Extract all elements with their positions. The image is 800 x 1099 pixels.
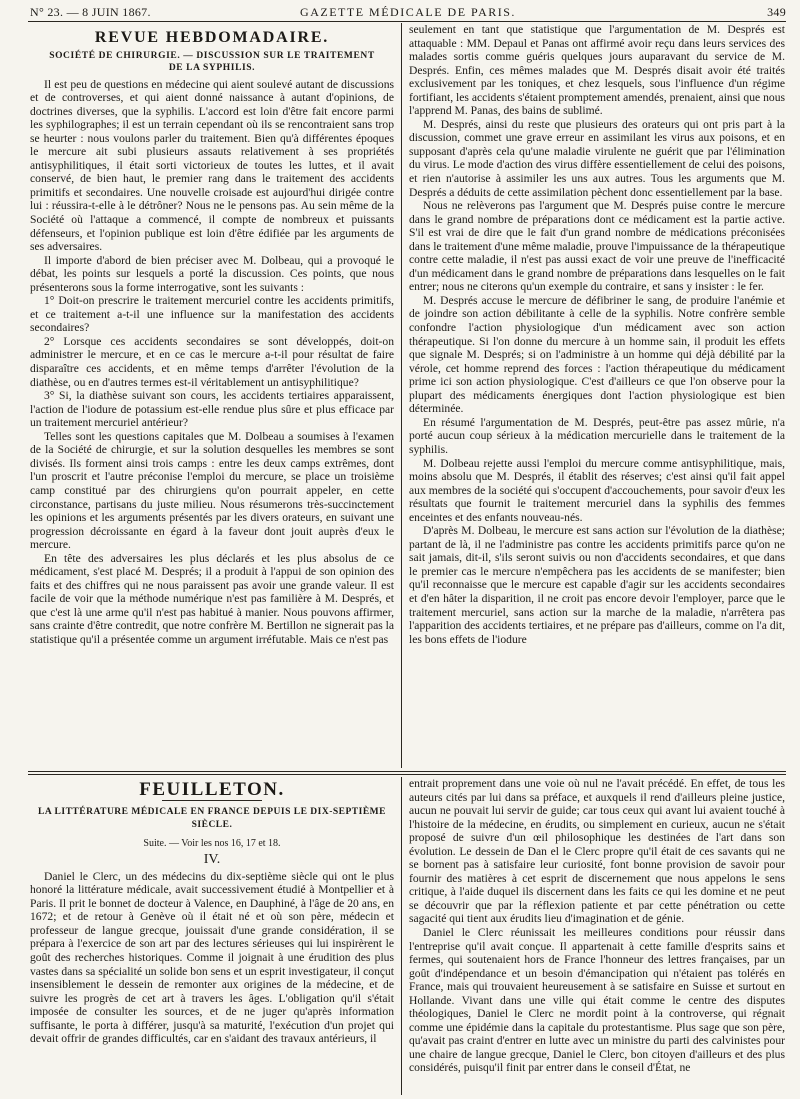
feuilleton-rule-bottom (28, 774, 786, 775)
column-divider-bottom (401, 777, 402, 1095)
feuilleton-suite: Suite. — Voir les nos 16, 17 et 18. (143, 837, 281, 849)
revue-paragraph: M. Dolbeau rejette aussi l'emploi du mercure comme antisyphilitique, mais, moins absolu que M. Després, il établit des réserves; c'est ainsi qu'il fait appel aux membres de la société qui s'occupent d'accouchements, pour savoir d'eux les résultats que fournit le traitement mercuriel dans la syphilis des femmes enceintes et des enfants nouveau-nés. (409, 456, 785, 524)
feuilleton-right-column (409, 777, 785, 1095)
revue-right-column (409, 23, 785, 768)
revue-left-column (30, 23, 394, 768)
revue-paragraph: En tête des adversaires les plus déclarés et les plus absolus de ce médicament, s'est placé M. Després; il a produit à l'appui de son opinion des faits et des chiffres qui ne nous paraissent pas avoir une grande valeur. Il est facile de voir que la méthode numérique n'est pas familière à M. Després, et que c'est là une arme qu'il n'est pas habitué à manier. Nous pouvons affirmer, sans crainte d'être contredit, que notre confrère M. Bertillon ne signerait pas la statistique qu'il a présentée comme un argument irréfutable. Mais ce n'est pas (30, 551, 394, 646)
revue-paragraph: Il importe d'abord de bien préciser avec M. Dolbeau, qui a provoqué le débat, les points sur lesquels a porté la discussion. Ces points, que nous présenterons sous la forme interrogative, sont les suivants : (30, 253, 394, 294)
revue-paragraph: 1° Doit-on prescrire le traitement mercuriel contre les accidents primitifs, et ce traitement a-t-il une influence sur la manifestation des accidents secondaires? (30, 294, 394, 335)
column-divider-top (401, 23, 402, 768)
revue-paragraph: Telles sont les questions capitales que M. Dolbeau a soumises à l'examen de la Société de chirurgie, et sur la solution desquelles les membres se sont divisés. Ils forment ainsi trois camps : entre les deux camps extrêmes, dont l'un proscrit et l'autre préconise l'emploi du mercure, se place un troisième camp constitué par des chirurgiens qu'on pourrait appeler, en cette circonstance, partisans du juste milieu. Nous résumerons très-succinctement les opinions et les arguments présentés par les divers orateurs, en suivant une progression décroissante en égard à la faveur dont jouit auprès d'eux le mercure. (30, 429, 394, 552)
feuilleton-title: FEUILLETON. (139, 779, 285, 800)
issue-date: N° 23. — 8 JUIN 1867. (30, 5, 151, 19)
header-rule (28, 21, 786, 22)
page-number: 349 (767, 5, 786, 19)
feuilleton-rule-top (28, 771, 786, 772)
revue-paragraph: Nous ne relèverons pas l'argument que M. Després puise contre le mercure dans le grand nombre de préparations dont ce médicament est la partie active. S'il est vrai de dire que le fait d'un grand nombre de médications préconisées dans le traitement d'une même maladie, prouve l'impuissance de la thérapeutique contre cette maladie, il n'est pas aussi exact de voir une preuve de l'inefficacité d'un médicament dans le grand nombre de préparations dans lesquelles on le fait entrer; nous ne citerons qu'un exemple du contraire, et sans y insister : le fer. (409, 199, 785, 294)
revue-paragraph: Il est peu de questions en médecine qui aient soulevé autant de discussions et de controverses, et qui aient donné naissance à autant d'opinions, de doctrines diverses, que la syphilis. L'accord est loin d'être fait encore parmi les syphilographes; il est un terrain cependant où ils se rencontraient sans trop se heurter : nous voulons parler du traitement. Bien qu'à différentes époques le mercure ait subi plusieurs assauts relativement à ses propriétés antisyphilitiques, il était sorti victorieux de toutes les luttes, et il avait conservé, de bien haut, le premier rang dans le traitement des accidents primitifs et secondaires. Une nouvelle croisade est aujourd'hui dirigée contre lui : réussira-t-elle à le détrôner? Nous ne le pensons pas. Au sein même de la Société où l'attaque a commencé, il compte de nombreux et puissants défenseurs, et l'opinion publique est loin d'être édifiée par les arguments de ses adversaires. (30, 77, 394, 254)
feuilleton-subtitle: LA LITTÉRATURE MÉDICALE EN FRANCE DEPUIS LE DIX-SEPTIÈME SIÈCLE. (38, 806, 386, 831)
running-head (30, 4, 786, 20)
revue-paragraph: 3° Si, la diathèse suivant son cours, les accidents tertiaires apparaissent, l'action de l'iodure de potassium est-elle rendue plus sûre et plus efficace par un traitement mercuriel antérieur? (30, 389, 394, 430)
feuilleton-chapter: IV. (203, 852, 221, 868)
feuilleton-paragraph: Daniel le Clerc réunissait les meilleures conditions pour réussir dans l'entreprise qu'il avait conçue. Il appartenait à cette famille d'esprits sains et fermes, qui soutenaient hors de France l'honneur des lettres françaises, par un goût d'indépendance et un besoin d'émancipation qui n'étaient pas tolérés en France, mais qui trouvaient heureusement à se satisfaire en Suisse et surtout en Hollande. Vivant dans une ville qui était comme le centre des disputes théologiques, Daniel le Clerc ne mordit point à la controverse, qui régnait comme une épidémie dans la capitale du protestantisme. Plus sage que son père, qu'avait pas craint d'entrer en lutte avec un ministre du parti des calvinistes pour une chaire de langue grecque, Daniel le Clerc, bon citoyen d'ailleurs et des plus considérés, puisqu'il finit par entrer dans le conseil d'État, ne (409, 926, 785, 1075)
revue-paragraph: M. Després accuse le mercure de défibriner le sang, de produire l'anémie et de joindre son action débilitante à celle de la syphilis. Notre confrère semble confondre l'action physiologique d'un médicament avec son action thérapeutique. Si l'on donne du mercure à un homme sain, il produit les effets que signale M. Després; si on l'administre à un homme qui déjà débilité par la vérole, cet homme reprend des forces : l'action thérapeutique du médicament prime ici son action physiologique. C'est d'ailleurs ce que l'on observe pour la plupart des médicaments énergiques dont l'action physiologique est bien déterminée. (409, 293, 785, 416)
section-heading-line-1: SOCIÉTÉ DE CHIRURGIE. — DISCUSSION SUR LE TRAITEMENT (49, 50, 375, 61)
revue-paragraph: D'après M. Dolbeau, le mercure est sans action sur l'évolution de la diathèse; partant de là, il ne l'administre pas contre les accidents primitifs parce qu'on ne sait jamais, dit-il, s'ils seront suivis ou non d'accidents secondaires, et que dans le premier cas le mercure n'empêchera pas les accidents de se manifester; bien qu'il reconnaisse que le mercure est capable d'agir sur les accidents secondaires et d'en hâter la disparition, il ne croit pas encore devoir l'employer, parce que le traitement mercuriel, sans action sur la marche de la maladie, n'arrêtera pas l'apparition des accidents tertiaires, et ne prépare pas d'ailleurs, comme on l'a dit, les bons effets de l'iodure (409, 524, 785, 646)
feuilleton-paragraph: entrait proprement dans une voie où nul ne l'avait précédé. En effet, de tous les auteurs cités par lui dans sa préface, et auxquels il rend d'ailleurs pleine justice, aucun ne pouvait lui servir de guide; car tous ceux qui avant lui avaient touché à l'histoire de la médecine, en érudits, ou simplement en curieux, aucun ne s'était proposé de suivre d'un œil philosophique les destinées de l'art dans son évolution. Le dessein de Dan el le Clerc propre qu'il était de ces savants qui ne se bornent pas à satisfaire leur curiosité, font bonne provision de savoir pour fournir des matières à cet esprit de discernement que nous appelons le sens critique, à l'aide duquel ils discernent dans les faits ce qui les domine et ne peut se découvrir que par la réflexion patiente et par cette pénétration ou cette sagacité qui tient aux érudits lieu d'imagination et de génie. (409, 777, 785, 926)
revue-title: REVUE HEBDOMADAIRE. (94, 29, 330, 46)
revue-paragraph: M. Després, ainsi du reste que plusieurs des orateurs qui ont pris part à la discussion, commet une grave erreur en assimilant les virus aux poisons, et en supposant d'après cela qu'une maladie virulente ne guérit que par l'élimination du virus. Le mode d'action des virus diffère essentiellement de celui des poisons, et rien n'autorise à assimiler les uns aux autres. Tous les arguments que M. Després a déduits de cette assimilation pèchent donc essentiellement par la base. (409, 117, 785, 199)
section-heading-line-2: DE LA SYPHILIS. (168, 62, 256, 73)
revue-paragraph: 2° Lorsque ces accidents secondaires se sont développés, doit-on administrer le mercure, et en ce cas le mercure a-t-il pour résultat de faire disparaître ces accidents, et en même temps d'arrêter l'évolution de la diathèse, ou en d'autres termes est-il véritablement un antisyphilitique? (30, 334, 394, 389)
revue-paragraph: En résumé l'argumentation de M. Després, peut-être pas assez mûrie, n'a porté aucun coup sérieux à la médication mercurielle dans le traitement de la syphilis. (409, 415, 785, 456)
revue-paragraph: seulement en tant que statistique que l'argumentation de M. Després est attaquable : MM. Depaul et Panas ont affirmé avoir reçu dans leurs services des malades sortis comme guéris quelques jours auparavant du service de M. Després. Enfin, ces mêmes malades que M. Després disait avoir été traités exclusivement par les toniques, et chez lesquels, sous l'influence d'un régime fortifiant, les accidents s'étaient promptement amendés, prenaient, ainsi que nous l'apprend M. Panas, des bains de sublimé. (409, 23, 785, 118)
feuilleton-left-column (30, 777, 394, 1095)
journal-title: GAZETTE MÉDICALE DE PARIS. (300, 5, 516, 19)
revue-section-heading (30, 50, 394, 74)
feuilleton-paragraph: Daniel le Clerc, un des médecins du dix-septième siècle qui ont le plus honoré la littérature médicale, avait successivement étudié à Montpellier et à Paris. Il prit le bonnet de docteur à Valence, en Dauphiné, à l'âge de 20 ans, en 1672; et de retour à Genève où il était né et où son père, médecin et professeur de langue grecque, jouissait d'une grande considération, il se prépara à l'exercice de son art par des lectures sérieuses qui lui inspirèrent le goût des recherches historiques. Comme il joignait à une érudition des plus vastes dans sa spécialité un solide bon sens et un esprit investigateur, il conçut insensiblement le dessein de remonter aux origines de la médecine, et de suivre les progrès de cet art à travers les âges. L'obligation qu'il s'était imposée de consulter les sources, et de ne juger qu'après information suffisante, le porta à différer, jusqu'à sa maturité, l'exécution d'un projet qui devait offrir de grandes difficultés, car en s'aidant des travaux antérieurs, il (30, 869, 394, 1046)
